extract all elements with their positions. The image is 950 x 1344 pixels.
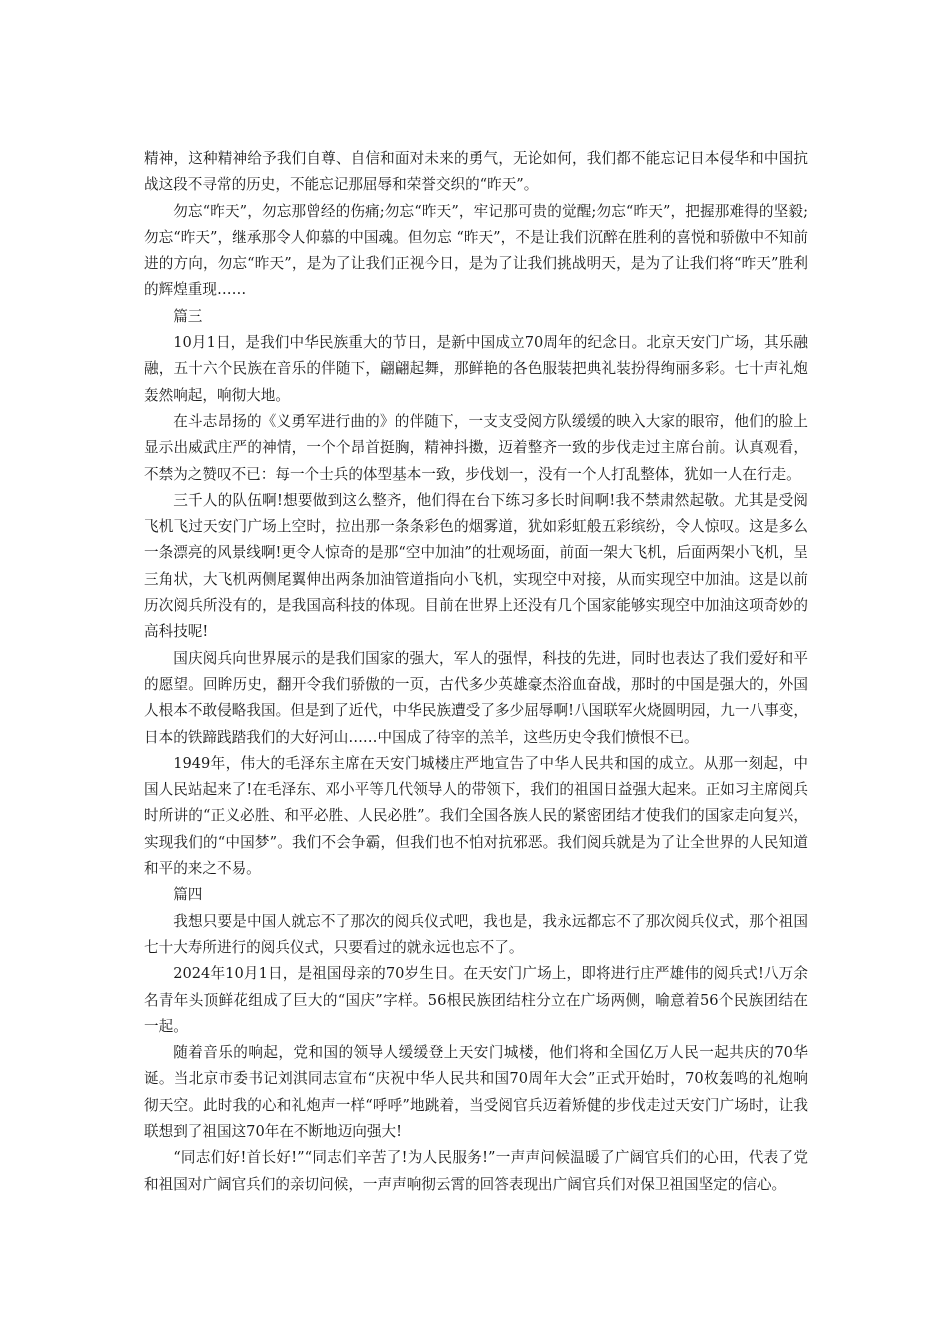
paragraph: 1949年，伟大的毛泽东主席在天安门城楼庄严地宣告了中华人民共和国的成立。从那一刻起，中国人民站起来了!在毛泽东、邓小平等几代领导人的带领下，我们的祖国日益强大起来。正如习主席阅兵时所讲的“正义必胜、和平必胜、人民必胜”。我们全国各族人民的紧密团结才使我们的国家走向复兴，实现我们的“中国梦”。我们不会争霸，但我们也不怕对抗邪恶。我们阅兵就是为了让全世界的人民知道和平的来之不易。 (144, 754, 808, 878)
paragraph: 随着音乐的响起，党和国的领导人缓缓登上天安门城楼，他们将和全国亿万人民一起共庆的70华诞。当北京市委书记刘淇同志宣布“庆祝中华人民共和国70周年大会”正式开始时，70枚轰鸣的礼炮响彻天空。此时我的心和礼炮声一样“呼呼”地跳着，当受阅官兵迈着矫健的步伐走过天安门广场时，让我联想到了祖国这70年在不断地迈向强大! (144, 1044, 808, 1140)
paragraph: 在斗志昂扬的《义勇军进行曲的》的伴随下，一支支受阅方队缓缓的映入大家的眼帘，他们的脸上显示出威武庄严的神情，一个个昂首挺胸，精神抖擞，迈着整齐一致的步伐走过主席台前。认真观看，不禁为之赞叹不已：每一个士兵的体型基本一致，步伐划一，没有一个人打乱整体，犹如一人在行走。 (144, 412, 808, 483)
paragraph: 三千人的队伍啊!想要做到这么整齐，他们得在台下练习多长时间啊!我不禁肃然起敬。尤其是受阅飞机飞过天安门广场上空时，拉出那一条条彩色的烟雾道，犹如彩虹般五彩缤纷，令人惊叹。这是多么一条漂亮的风景线啊!更令人惊奇的是那“空中加油”的壮观场面，前面一架大飞机，后面两架小飞机，呈三角状，大飞机两侧尾翼伸出两条加油管道指向小飞机，实现空中对接，从而实现空中加油。这是以前历次阅兵所没有的，是我国高科技的体现。目前在世界上还没有几个国家能够实现空中加油这项奇妙的高科技呢! (144, 491, 808, 641)
document-body (144, 146, 808, 1198)
paragraph: 10月1日，是我们中华民族重大的节日，是新中国成立70周年的纪念日。北京天安门广场，其乐融融，五十六个民族在音乐的伴随下，翩翩起舞，那鲜艳的各色服装把典礼装扮得绚丽多彩。七十声礼炮轰然响起，响彻大地。 (144, 334, 808, 404)
paragraph: 勿忘“昨天”，勿忘那曾经的伤痛;勿忘“昨天”，牢记那可贵的觉醒;勿忘“昨天”，把握那难得的坚毅;勿忘“昨天”，继承那令人仰慕的中国魂。但勿忘 “昨天”，不是让我们沉醉在胜利的喜悦和骄傲中不知前进的方向，勿忘“昨天”，是为了让我们正视今日，是为了让我们挑战明天，是为了让我们将“昨天”胜利 的辉煌重现…… (144, 202, 808, 299)
paragraph: 国庆阅兵向世界展示的是我们国家的强大，军人的强悍，科技的先进，同时也表达了我们爱好和平的愿望。回眸历史，翻开令我们骄傲的一页，古代多少英雄豪杰浴血奋战，那时的中国是强大的，外国人根本不敢侵略我国。但是到了近代，中华民族遭受了多少屈辱啊!八国联军火烧圆明园，九一八事变，日本的铁蹄践踏我们的大好河山……中国成了待宰的羔羊，这些历史令我们愤恨不已。 (144, 649, 808, 746)
section-title: 篇四 (173, 886, 203, 904)
paragraph: 精神，这种精神给予我们自尊、自信和面对未来的勇气，无论如何，我们都不能忘记日本侵华和中国抗战这段不寻常的历史，不能忘记那屈辱和荣誉交织的“昨天”。 (144, 150, 808, 194)
paragraph: 我想只要是中国人就忘不了那次的阅兵仪式吧，我也是，我永远都忘不了那次阅兵仪式，那个祖国七十大寿所进行的阅兵仪式，只要看过的就永远也忘不了。 (144, 912, 808, 956)
paragraph: “同志们好!首长好!”“同志们辛苦了!为人民服务!”一声声问候温暖了广阔官兵们的心田，代表了党和祖国对广阔官兵们的亲切问候，一声声响彻云霄的回答表现出广阔官兵们对保卫祖国坚定的信心。 (144, 1149, 808, 1193)
paragraph: 2024年10月1日，是祖国母亲的70岁生日。在天安门广场上，即将进行庄严雄伟的阅兵式!八万余名青年头顶鲜花组成了巨大的“国庆”字样。56根民族团结柱分立在广场两侧，喻意着56个民族团结在一起。 (144, 965, 808, 1035)
section-title: 篇三 (173, 307, 203, 325)
